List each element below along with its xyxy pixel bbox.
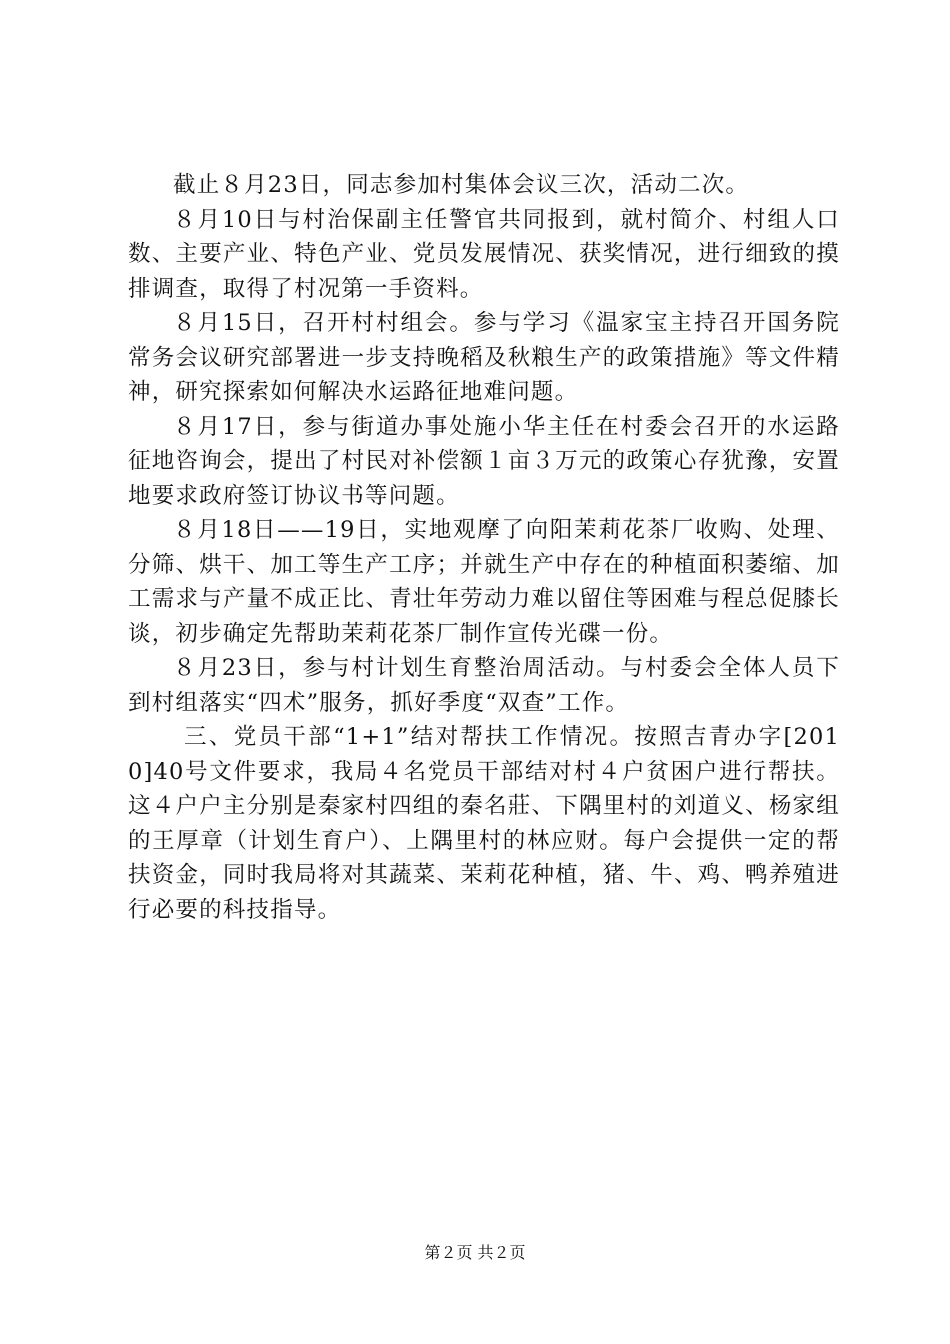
paragraph-aug-23: ８月23日，参与村计划生育整治周活动。与村委会全体人员下到村组落实“四术”服务，抓好季度“双查”工作。 [128,655,840,716]
paragraph-aug-10: ８月10日与村治保副主任警官共同报到，就村简介、村组人口数、主要产业、特色产业、党员发展情况、获奖情况，进行细致的摸排调查，取得了村况第一手资料。 [128,206,840,302]
document-body [128,168,840,927]
paragraph-aug-15: ８月15日，召开村村组会。参与学习《温家宝主持召开国务院常务会议研究部署进一步支持晚稻及秋粮生产的政策措施》等文件精神，研究探索如何解决水运路征地难问题。 [128,310,840,405]
paragraph-section-three: 三、党员干部“1+1”结对帮扶工作情况。按照吉青办字[2010]40号文件要求，我局４名党员干部结对村４户贫困户进行帮扶。这４户户主分别是秦家村四组的秦名莊、下隅里村的刘道义、杨家组的王厚章（计划生育户）、上隅里村的林应财。每户会提供一定的帮扶资金，同时我局将对其蔬菜、茉莉花种植，猪、牛、鸡、鸭养殖进行必要的科技指导。 [128,724,840,923]
page-footer: 第２页 共２页 [424,1243,526,1262]
paragraph-aug-18-19: ８月18日——19日，实地观摩了向阳茉莉花茶厂收购、处理、分筛、烘干、加工等生产工序；并就生产中存在的种植面积萎缩、加工需求与产量不成正比、青壮年劳动力难以留住等困难与程总促膝长谈，初步确定先帮助茉莉花茶厂制作宣传光碟一份。 [128,517,840,647]
paragraph-attendance-summary: 截止８月23日，同志参加村集体会议三次，活动二次。 [173,172,750,198]
paragraph-aug-17: ８月17日，参与街道办事处施小华主任在村委会召开的水运路征地咨询会，提出了村民对补偿额１亩３万元的政策心存犹豫，安置地要求政府签订协议书等问题。 [128,413,840,509]
